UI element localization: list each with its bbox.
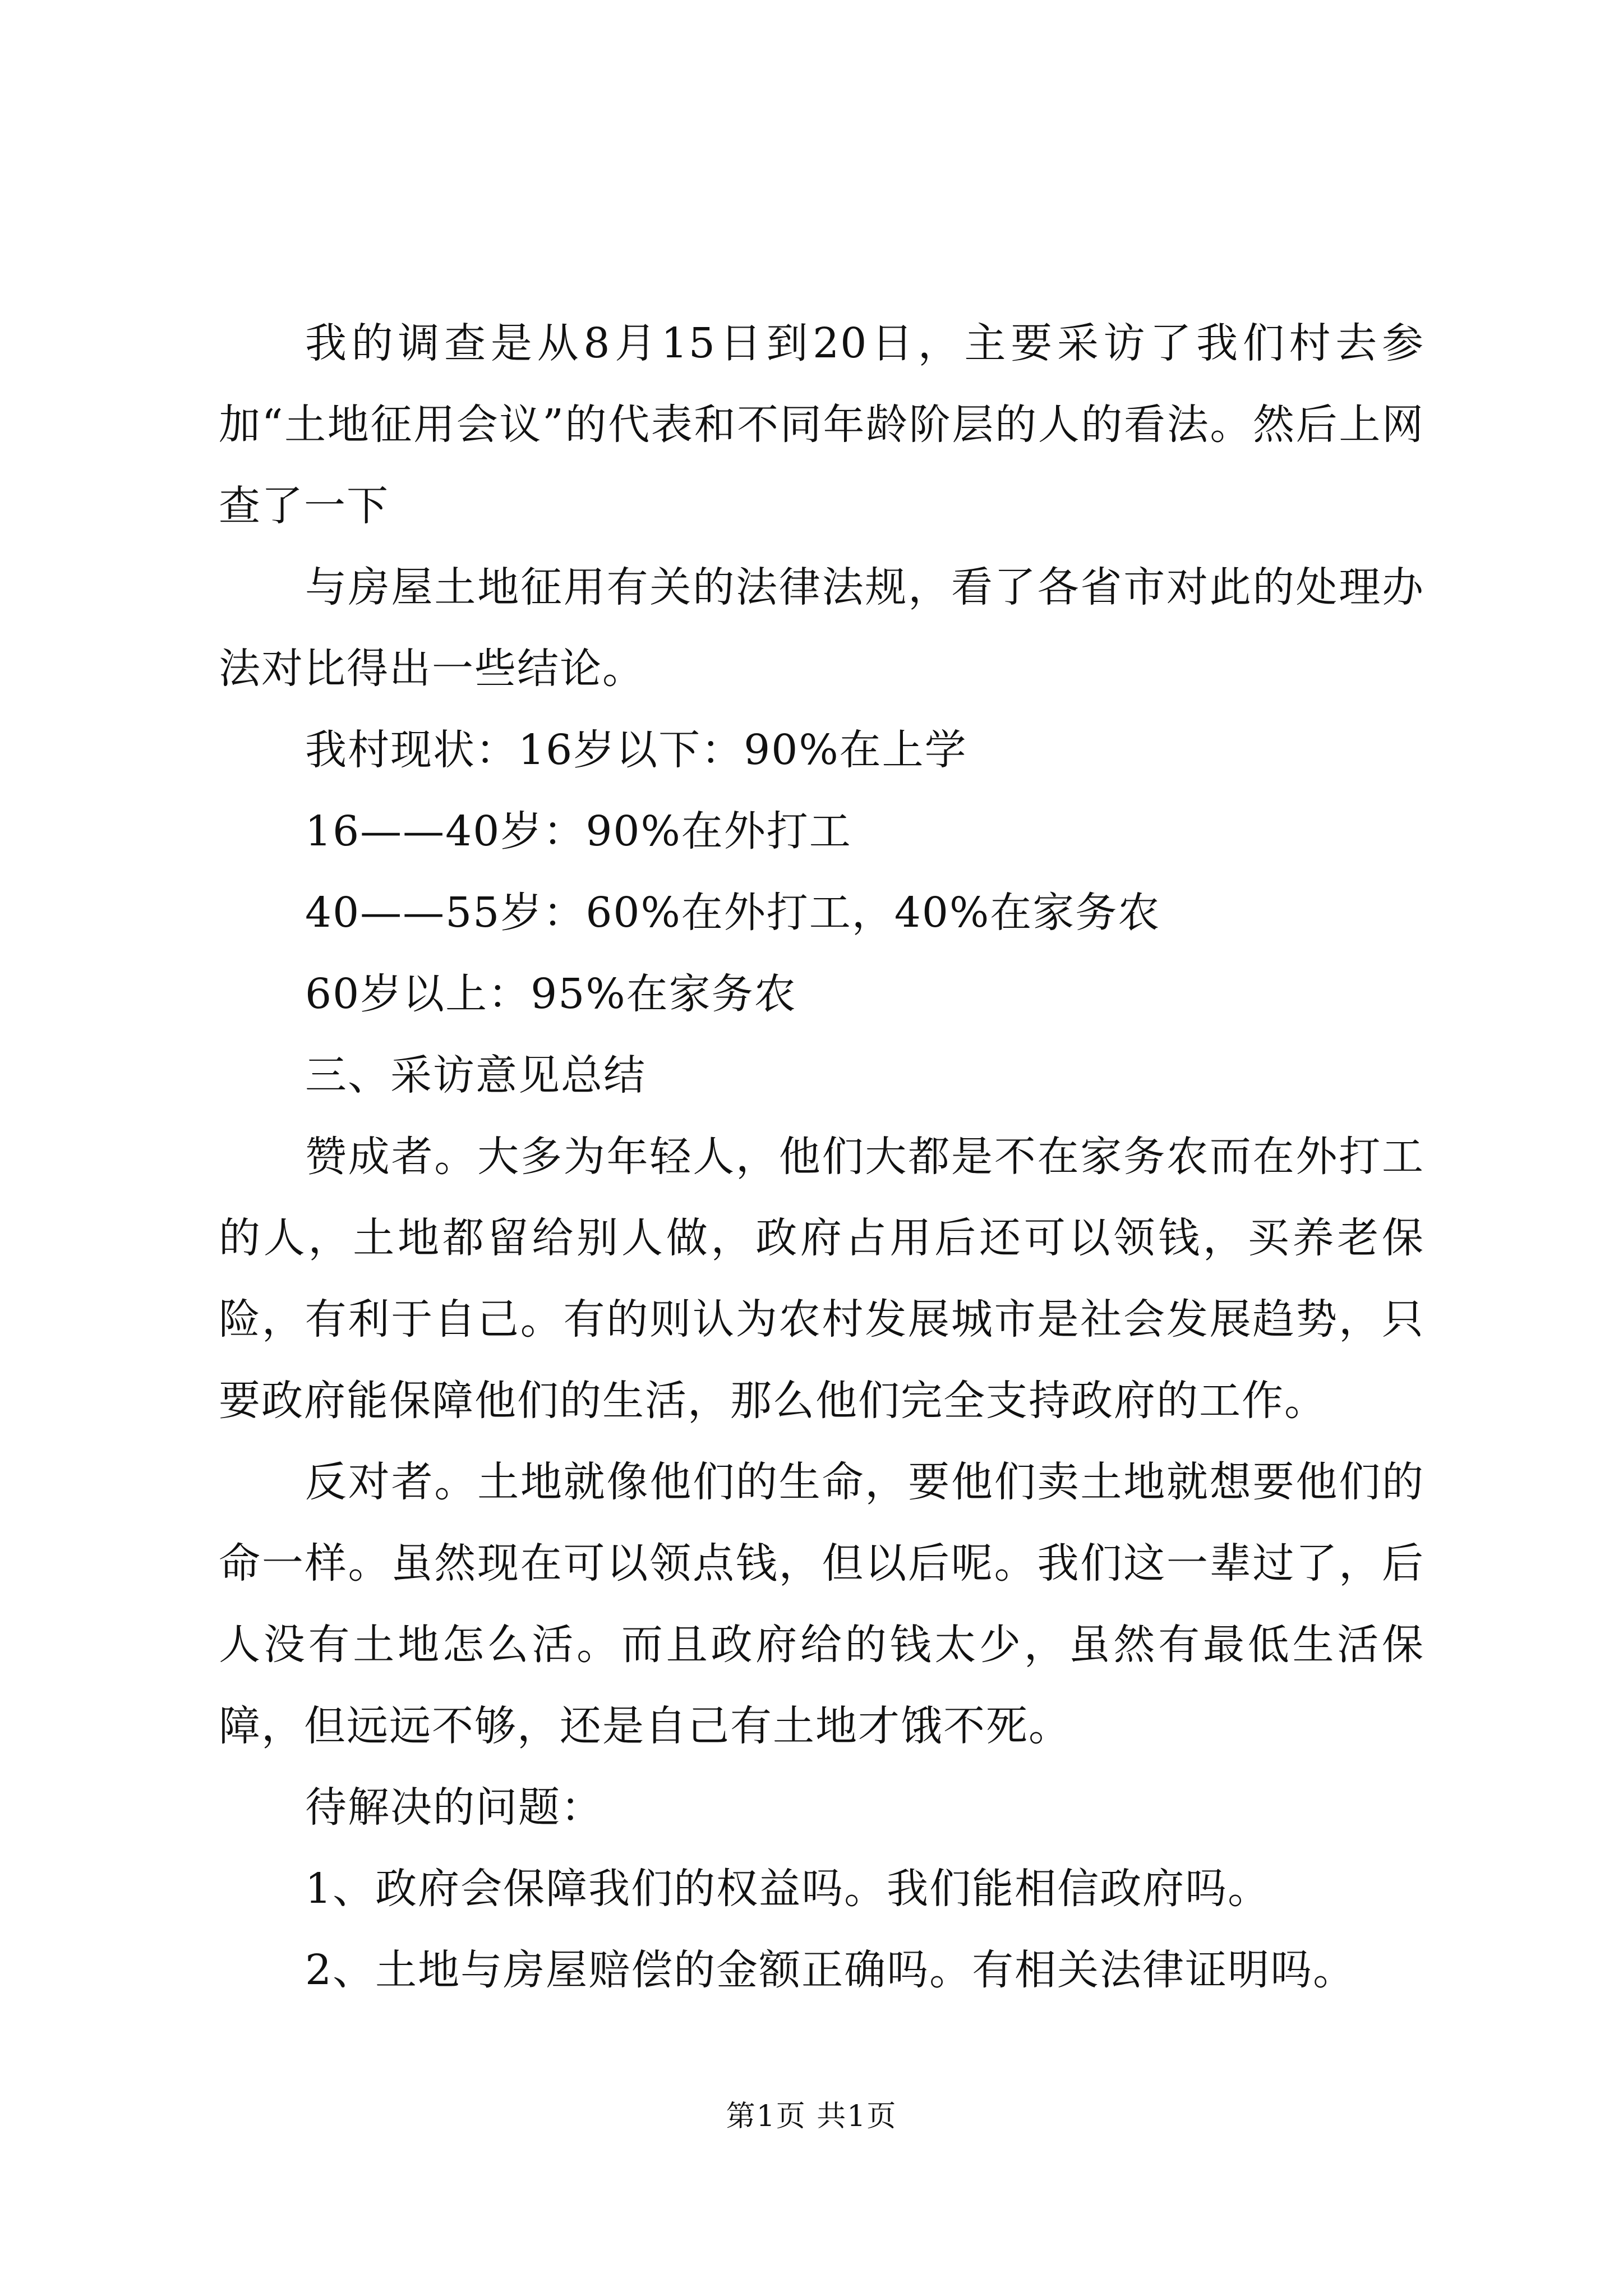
paragraph-open-issues-heading: 待解决的问题： [305,1783,603,1832]
paragraph-village-status-40-55: 40——55岁：60%在外打工，40%在家务农 [305,889,1161,937]
paragraph-laws-comparison: 与房屋土地征用有关的法律法规，看了各省市对此的处理办法对比得出一些结论。 [219,563,1424,693]
paragraph-survey-intro: 我的调查是从8月15日到20日，主要采访了我们村去参加“土地征用会议”的代表和不同年龄阶层的人的看法。然后上网查了一下 [219,319,1424,530]
paragraph-opponents: 反对者。土地就像他们的生命，要他们卖土地就想要他们的命一样。虽然现在可以领点钱，但以后呢。我们这一辈过了，后人没有土地怎么活。而且政府给的钱太少，虽然有最低生活保障，但远远不够，还是自己有土地才饿不死。 [219,1458,1424,1750]
page-number-footer: 第1页 共1页 [726,2100,897,2133]
list-item-issue-2: 2、土地与房屋赔偿的金额正确吗。有相关法律证明吗。 [305,1946,1356,1994]
paragraph-supporters: 赞成者。大多为年轻人，他们大都是不在家务农而在外打工的人，土地都留给别人做，政府占用后还可以领钱，买养老保险，有利于自己。有的则认为农村发展城市是社会发展趋势，只要政府能保障他们的生活，那么他们完全支持政府的工作。 [219,1133,1424,1425]
document-body [219,303,1424,2011]
section-heading-interview-summary: 三、采访意见总结 [305,1051,646,1099]
paragraph-village-status-under-16: 我村现状：16岁以下：90%在上学 [305,726,967,774]
paragraph-village-status-16-40: 16——40岁：90%在外打工 [305,807,852,855]
list-item-issue-1: 1、政府会保障我们的权益吗。我们能相信政府吗。 [305,1865,1271,1913]
paragraph-village-status-over-60: 60岁以上：95%在家务农 [305,970,797,1018]
